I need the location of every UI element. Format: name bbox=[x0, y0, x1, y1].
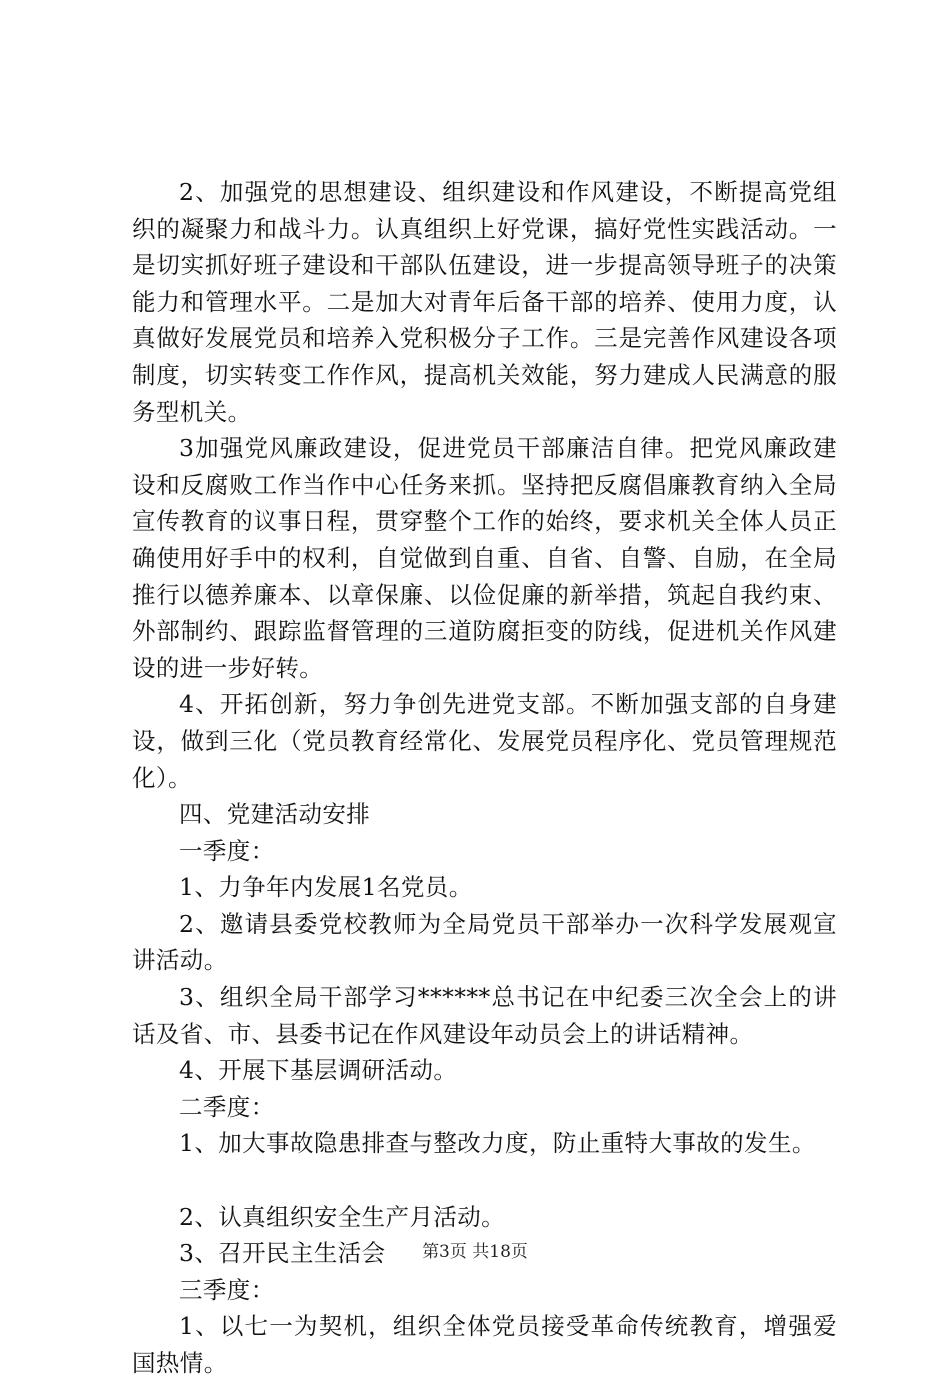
list-item: 1、力争年内发展1名党员。 bbox=[179, 873, 473, 902]
page-footer bbox=[0, 1242, 950, 1262]
list-item: 3、召开民主生活会 bbox=[179, 1239, 386, 1268]
list-item: 1、加大事故隐患排查与整改力度，防止重特大事故的发生。 bbox=[179, 1129, 816, 1158]
blank-line bbox=[132, 1162, 837, 1199]
list-item: 4、开展下基层调研活动。 bbox=[179, 1056, 458, 1085]
quarter-heading-q3: 三季度： bbox=[179, 1275, 275, 1304]
quarter-heading-q1: 一季度： bbox=[179, 836, 275, 865]
list-item: 2、认真组织安全生产月活动。 bbox=[179, 1202, 506, 1231]
paragraph-clean-government: 3加强党风廉政建设，促进党员干部廉洁自律。把党风廉政建设和反腐败工作当作中心任务来抓。坚持把反腐倡廉教育纳入全局宣传教育的议事日程，贯穿整个工作的始终，要求机关全体人员正确使用好手中的权利，自觉做到自重、自省、自警、自励，在全局推行以德养廉本、以章保廉、以俭促廉的新举措，筑起自我约束、外部制约、跟踪监督管理的三道防腐拒变的防线，促进机关作风建设的进一步好转。 bbox=[132, 434, 837, 682]
page-number-label: 第3页 共18页 bbox=[422, 1242, 528, 1262]
paragraph-innovation: 4、开拓创新，努力争创先进党支部。不断加强支部的自身建设，做到三化（党员教育经常化、发展党员程序化、党员管理规范化）。 bbox=[132, 690, 837, 792]
list-item: 3、组织全局干部学习******总书记在中纪委三次全会上的讲话及省、市、县委书记在作风建设年动员会上的讲话精神。 bbox=[132, 983, 837, 1048]
list-item: 2、邀请县委党校教师为全局党员干部举办一次科学发展观宣讲活动。 bbox=[132, 909, 837, 975]
section-heading-activities: 四、党建活动安排 bbox=[179, 800, 371, 829]
document-body bbox=[132, 174, 837, 1382]
paragraph-party-ideology: 2、加强党的思想建设、组织建设和作风建设，不断提高党组织的凝聚力和战斗力。认真组织上好党课，搞好党性实践活动。一是切实抓好班子建设和干部队伍建设，进一步提高领导班子的决策能力和管理水平。二是加大对青年后备干部的培养、使用力度，认真做好发展党员和培养入党积极分子工作。三是完善作风建设各项制度，切实转变工作作风，提高机关效能，努力建成人民满意的服务型机关。 bbox=[132, 178, 837, 426]
list-item: 1、以七一为契机，组织全体党员接受革命传统教育，增强爱国热情。 bbox=[132, 1312, 837, 1377]
quarter-heading-q2: 二季度： bbox=[179, 1092, 275, 1121]
